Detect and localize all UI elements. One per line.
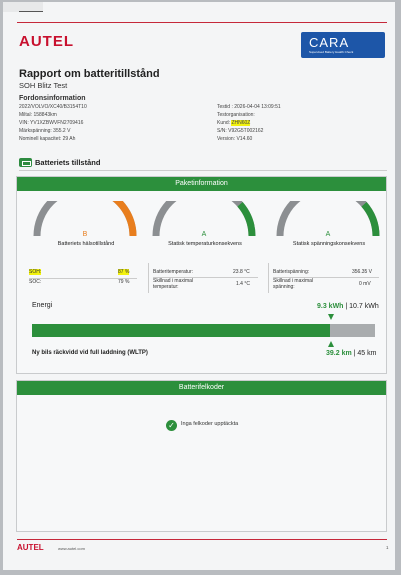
cara-logo-title: CARA (309, 35, 350, 50)
customer-row (217, 119, 281, 127)
column-divider (148, 263, 149, 293)
soc-value: 79 % (118, 279, 130, 285)
fault-codes-card (16, 380, 387, 532)
energy-marker-bottom (328, 341, 334, 347)
energy-label: Energi (32, 302, 53, 309)
report-page (3, 2, 395, 570)
temp-grade: A (201, 231, 207, 238)
energy-readout (317, 303, 379, 310)
cara-logo-subtitle: Supervised Battery Health Check (309, 50, 354, 54)
temp-gauge-label: Statisk temperaturkonsekvens (168, 241, 242, 247)
vehicle-mileage: Miltal: 158843km (19, 112, 57, 118)
voltage-diff-value: 0 mV (359, 281, 371, 287)
scrap-line (19, 11, 43, 12)
soh-gauge-fill (103, 201, 133, 236)
page-number: 1 (386, 545, 389, 550)
fault-codes-header: Batterifelkoder (17, 381, 386, 395)
software-version: Version: V14.60 (217, 136, 253, 142)
no-faults-message: Inga felkoder upptäckta (181, 421, 239, 427)
range-current: 39.2 km (326, 350, 352, 357)
test-id: Testid : 2026-04-04 13:09:51 (217, 104, 281, 110)
serial-number: S/N: V92G5T002162 (217, 128, 264, 134)
soh-label: SOH: (29, 269, 42, 275)
soh-grade: B (82, 231, 88, 238)
range-label: Ny bils räckvidd vid full laddning (WLTP) (32, 350, 148, 356)
header-rule (17, 22, 387, 23)
footer-url: www.autel.com (58, 546, 85, 551)
temp-label: Batteritemperatur: (153, 269, 194, 275)
report-title: Rapport om batteritillstånd (19, 68, 160, 80)
battery-icon (19, 158, 32, 167)
temp-gauge-fill (240, 204, 252, 236)
voltage-label: Batterispänning: (273, 269, 310, 275)
column-divider (268, 263, 269, 293)
soc-label: SOC: (29, 279, 42, 285)
vehicle-info-right (217, 103, 281, 143)
temp-value: 23.8 °C (233, 269, 250, 275)
customer-value: ZHN60Z (231, 120, 251, 126)
soh-value: 87 % (118, 269, 130, 275)
energy-total: | 10.7 kWh (343, 303, 379, 310)
voltage-gauge-fill (364, 204, 376, 236)
range-readout (326, 350, 376, 357)
energy-current: 9.3 kWh (317, 303, 344, 310)
voltage-diff-label: Skillnad i maximal spänning: (273, 278, 314, 290)
check-icon: ✓ (166, 420, 177, 431)
voltage-value: 356.35 V (352, 269, 373, 275)
vehicle-info-left (19, 103, 87, 143)
footer-rule (17, 539, 387, 540)
battery-section-heading: Batteriets tillstånd (35, 158, 101, 167)
vehicle-nominal-capacity: Nominell kapacitet: 29 Ah (19, 136, 76, 142)
customer-label: Kund: (217, 120, 232, 126)
vehicle-info-heading: Fordonsinformation (19, 95, 86, 102)
energy-bar-fill (32, 324, 330, 337)
soh-gauge-label: Batteriets hälsotillstånd (57, 241, 115, 247)
pack-info-header: Paketinformation (17, 177, 386, 191)
vehicle-model: 2022/VOLVO/XC40/B3154T10 (19, 104, 87, 110)
range-total: | 45 km (351, 350, 377, 357)
voltage-gauge-label: Statisk spänningskonsekvens (292, 241, 366, 247)
energy-bar (32, 324, 375, 337)
vehicle-rated-voltage: Märkspänning: 355.2 V (19, 128, 71, 134)
voltage-grade: A (325, 231, 331, 238)
report-subtitle: SOH Blitz Test (19, 81, 68, 90)
energy-marker-top (328, 314, 334, 320)
cara-logo (301, 32, 385, 58)
temp-diff-label: Skillnad i maximal temperatur: (153, 278, 194, 290)
footer-autel-logo: AUTEL (17, 543, 44, 552)
section-rule (19, 170, 387, 171)
autel-logo: AUTEL (19, 33, 74, 50)
temp-diff-value: 1.4 °C (236, 281, 250, 287)
vehicle-vin: VIN: YV1XZBWVFN2709416 (19, 120, 84, 126)
test-organisation: Testorganisation: (217, 112, 255, 118)
